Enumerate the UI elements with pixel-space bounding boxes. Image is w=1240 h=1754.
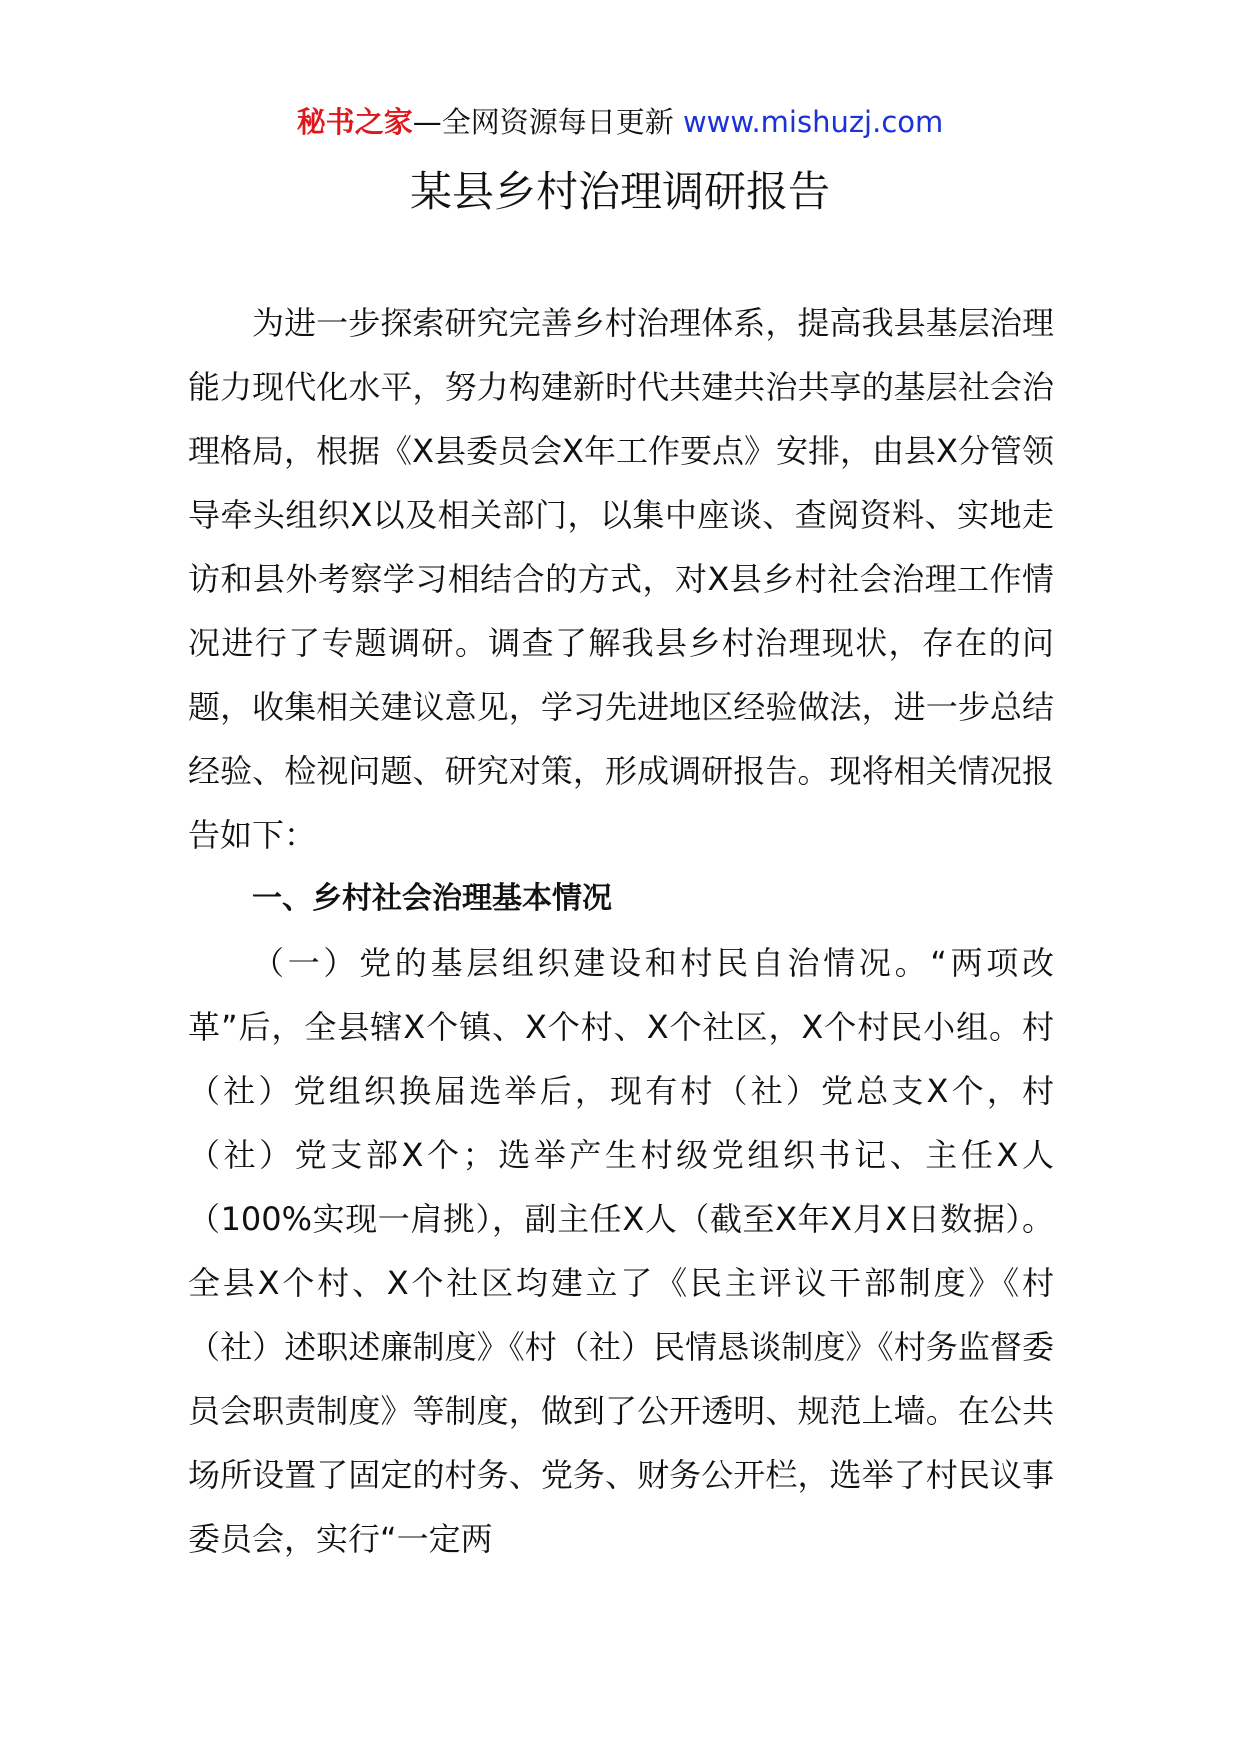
section-heading: 一、乡村社会治理基本情况	[252, 881, 612, 916]
banner-tagline: —全网资源每日更新	[412, 105, 683, 139]
document-body	[188, 291, 1054, 1571]
intro-paragraph: 为进一步探索研究完善乡村治理体系，提高我县基层治理能力现代化水平，努力构建新时代共建共治共享的基层社会治理格局，根据《X县委员会X年工作要点》安排，由县X分管领导牵头组织X以及相关部门，以集中座谈、查阅资料、实地走访和县外考察学习相结合的方式，对X县乡村社会治理工作情况进行了专题调研。调查了解我县乡村治理现状，存在的问题，收集相关建议意见，学习先进地区经验做法，进一步总结经验、检视问题、研究对策，形成调研报告。现将相关情况报告如下：	[188, 304, 1054, 854]
site-url-link[interactable]: www.mishuzj.com	[682, 105, 944, 139]
brand-name: 秘书之家	[296, 105, 413, 139]
document-title: 某县乡村治理调研报告	[409, 167, 830, 216]
body-paragraph: （一）党的基层组织建设和村民自治情况。“两项改革”后，全县辖X个镇、X个村、X个社区，X个村民小组。村（社）党组织换届选举后，现有村（社）党总支X个，村（社）党支部X个；选举产生村级党组织书记、主任X人（100%实现一肩挑），副主任X人（截至X年X月X日数据）。全县X个村、X个社区均建立了《民主评议干部制度》《村（社）述职述廉制度》《村（社）民情恳谈制度》《村务监督委员会职责制度》等制度，做到了公开透明、规范上墙。在公共场所设置了固定的村务、党务、财务公开栏，选举了村民议事委员会，实行“一定两	[188, 944, 1054, 1558]
site-banner	[0, 102, 1240, 142]
